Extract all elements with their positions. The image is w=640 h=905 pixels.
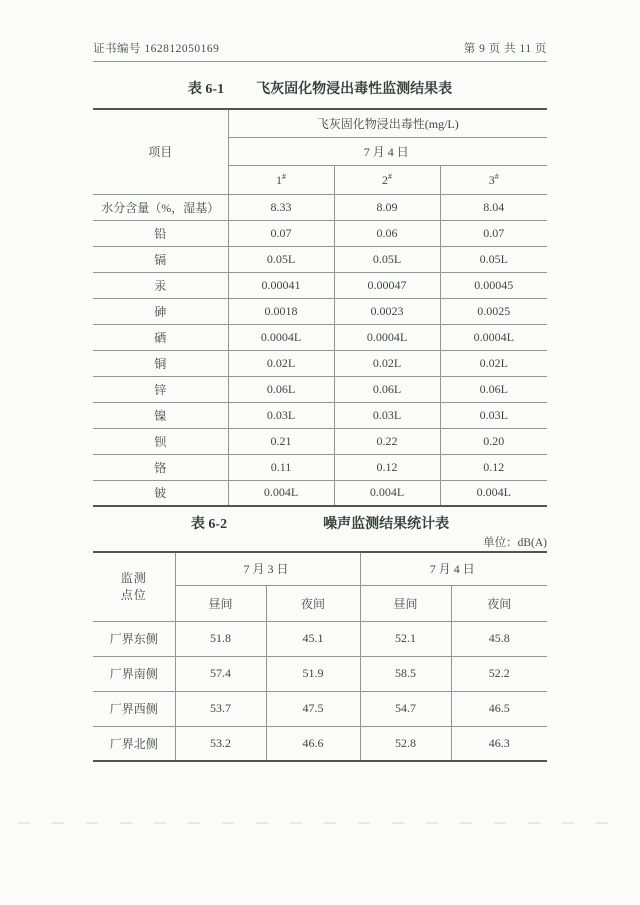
row-label: 铜 (93, 350, 228, 376)
t1-sample-1: 1# (228, 165, 334, 194)
table-row (93, 246, 547, 272)
scan-artifact-line (18, 822, 622, 824)
row-label: 砷 (93, 298, 228, 324)
cell-value: 45.8 (451, 621, 547, 656)
cell-value: 0.004L (334, 480, 440, 506)
cell-value: 8.04 (440, 194, 547, 220)
cell-value: 47.5 (266, 691, 360, 726)
t1-group-header: 飞灰固化物浸出毒性(mg/L) (228, 109, 547, 137)
row-label: 汞 (93, 272, 228, 298)
row-label: 锌 (93, 376, 228, 402)
cell-value: 51.8 (175, 621, 266, 656)
cell-value: 51.9 (266, 656, 360, 691)
cell-value: 0.0004L (228, 324, 334, 350)
row-label: 厂界南侧 (93, 656, 175, 691)
table-row (93, 298, 547, 324)
t1-sample-2: 2# (334, 165, 440, 194)
cell-value: 8.09 (334, 194, 440, 220)
t1-header-row-1 (93, 109, 547, 137)
t2-header-row-1 (93, 552, 547, 585)
table-6-1 (93, 108, 547, 507)
t1-sample-3: 3# (440, 165, 547, 194)
table-row (93, 324, 547, 350)
table1-title-text: 飞灰固化物浸出毒性监测结果表 (256, 82, 453, 97)
t2-period-day-2: 昼间 (360, 585, 451, 621)
cell-value: 0.05L (334, 246, 440, 272)
unit-label: 单位：dB(A) (483, 537, 547, 549)
cell-value: 0.12 (440, 454, 547, 480)
row-label: 镍 (93, 402, 228, 428)
cell-value: 53.7 (175, 691, 266, 726)
cell-value: 0.06L (334, 376, 440, 402)
table-row (93, 454, 547, 480)
page-number: 第 9 页 共 11 页 (463, 43, 547, 55)
table-row (93, 402, 547, 428)
cell-value: 0.20 (440, 428, 547, 454)
table-row (93, 691, 547, 726)
cell-value: 0.00045 (440, 272, 547, 298)
row-label: 厂界西侧 (93, 691, 175, 726)
certificate-number: 证书编号 162812050169 (93, 43, 220, 55)
cell-value: 0.02L (440, 350, 547, 376)
t1-date-header: 7月4日 (228, 137, 547, 165)
cell-value: 46.6 (266, 726, 360, 761)
cell-value: 0.004L (440, 480, 547, 506)
cell-value: 0.07 (440, 220, 547, 246)
cell-value: 45.1 (266, 621, 360, 656)
table-row (93, 350, 547, 376)
table2-title-text: 噪声监测结果统计表 (323, 517, 450, 532)
cell-value: 0.07 (228, 220, 334, 246)
cell-value: 0.11 (228, 454, 334, 480)
table-row (93, 656, 547, 691)
cell-value: 8.33 (228, 194, 334, 220)
cell-value: 0.06L (228, 376, 334, 402)
cell-value: 0.06L (440, 376, 547, 402)
row-label: 铍 (93, 480, 228, 506)
cell-value: 0.05L (440, 246, 547, 272)
table2-tag: 表 6-2 (190, 517, 228, 532)
t2-point-header: 监测 点位 (93, 552, 175, 621)
table-row (93, 194, 547, 220)
cell-value: 53.2 (175, 726, 266, 761)
table-row (93, 376, 547, 402)
row-label: 铬 (93, 454, 228, 480)
cell-value: 0.0023 (334, 298, 440, 324)
table-row (93, 621, 547, 656)
cell-value: 0.06 (334, 220, 440, 246)
table-row (93, 726, 547, 761)
table1-tag: 表 6-1 (187, 82, 225, 97)
cell-value: 0.0004L (440, 324, 547, 350)
t2-period-night-1: 夜间 (266, 585, 360, 621)
table-row (93, 272, 547, 298)
row-label: 水分含量（%，湿基） (93, 194, 228, 220)
row-label: 钡 (93, 428, 228, 454)
cell-value: 0.00047 (334, 272, 440, 298)
table-row (93, 428, 547, 454)
cell-value: 57.4 (175, 656, 266, 691)
cell-value: 58.5 (360, 656, 451, 691)
t2-period-day-1: 昼间 (175, 585, 266, 621)
table-row (93, 480, 547, 506)
cell-value: 0.03L (334, 402, 440, 428)
page-header (93, 40, 547, 62)
cell-value: 0.00041 (228, 272, 334, 298)
row-label: 硒 (93, 324, 228, 350)
row-label: 铅 (93, 220, 228, 246)
cell-value: 0.004L (228, 480, 334, 506)
table2-title (93, 513, 547, 533)
t1-item-header: 项目 (93, 109, 228, 194)
cell-value: 0.02L (228, 350, 334, 376)
cell-value: 0.05L (228, 246, 334, 272)
cell-value: 0.02L (334, 350, 440, 376)
cell-value: 0.03L (228, 402, 334, 428)
t2-date-1: 7月3日 (175, 552, 360, 585)
cell-value: 54.7 (360, 691, 451, 726)
cell-value: 52.1 (360, 621, 451, 656)
cell-value: 0.22 (334, 428, 440, 454)
cell-value: 0.0004L (334, 324, 440, 350)
cell-value: 0.12 (334, 454, 440, 480)
table-6-2 (93, 551, 547, 762)
table1-title (93, 78, 547, 98)
cell-value: 0.21 (228, 428, 334, 454)
table-row (93, 220, 547, 246)
row-label: 厂界北侧 (93, 726, 175, 761)
cell-value: 52.8 (360, 726, 451, 761)
cell-value: 52.2 (451, 656, 547, 691)
cell-value: 0.03L (440, 402, 547, 428)
row-label: 厂界东侧 (93, 621, 175, 656)
cell-value: 46.3 (451, 726, 547, 761)
cell-value: 0.0018 (228, 298, 334, 324)
cell-value: 46.5 (451, 691, 547, 726)
t2-date-2: 7月4日 (360, 552, 547, 585)
t2-period-night-2: 夜间 (451, 585, 547, 621)
cell-value: 0.0025 (440, 298, 547, 324)
row-label: 镉 (93, 246, 228, 272)
